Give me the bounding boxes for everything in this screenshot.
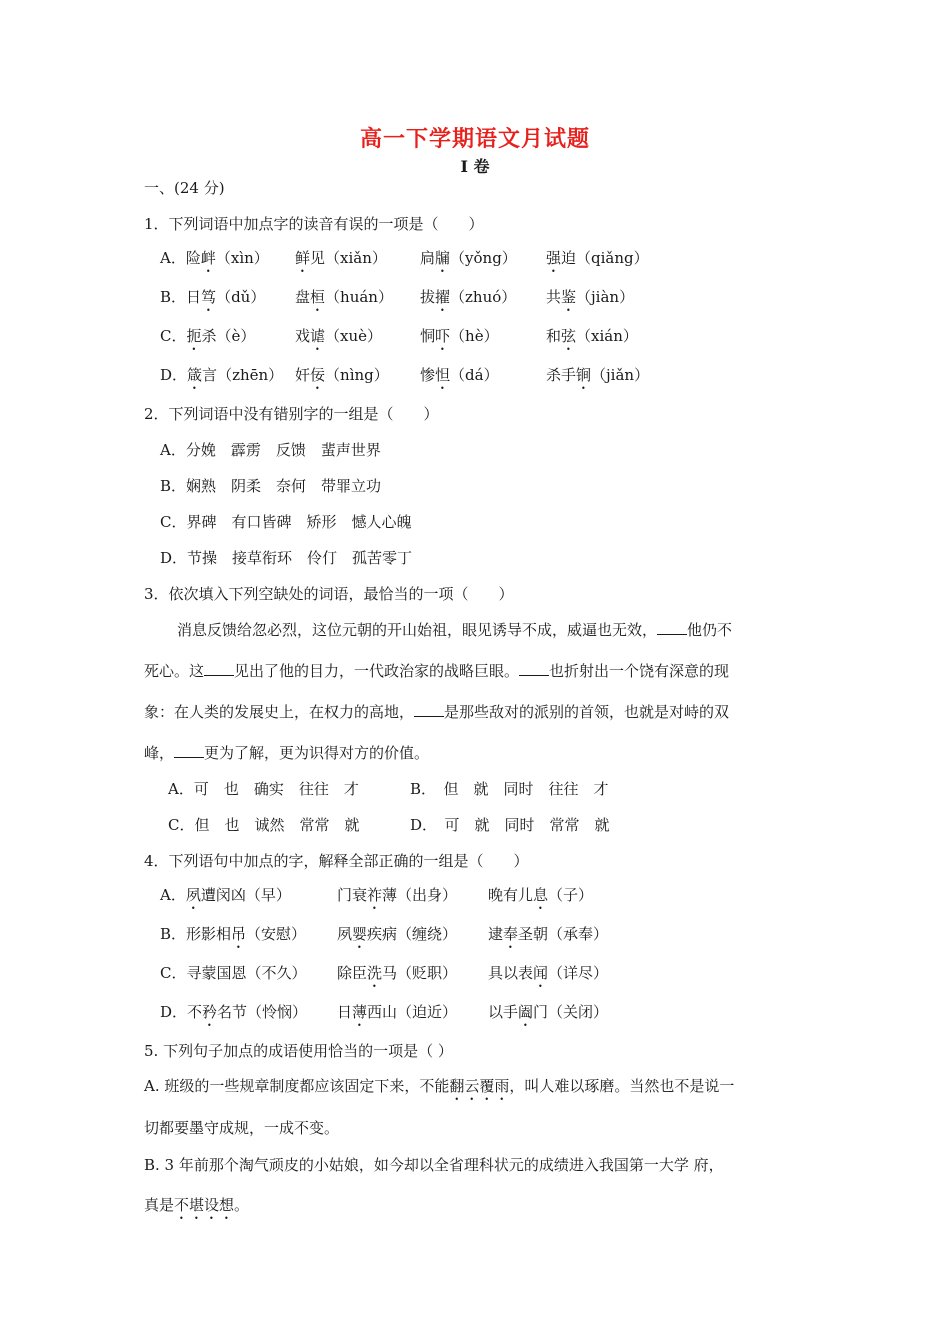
q5-option-b-line-2: 真是不堪设想。 bbox=[144, 1196, 250, 1214]
q3-option-c: C．但 也 诚然 常常 就 bbox=[168, 816, 360, 834]
q3-passage-line-4: 峰， 更为了解，更为识得对方的价值。 bbox=[144, 744, 430, 762]
q5-option-a-line-1: A. 班级的一些规章制度都应该固定下来，不能翻云覆雨，叫人难以琢磨。当然也不是说一 bbox=[144, 1077, 735, 1095]
q2-option-c: C．界碑 有口皆碑 矫形 憾人心魄 bbox=[160, 513, 412, 531]
q3-option-a: A．可 也 确实 往往 才 bbox=[168, 780, 359, 798]
fill-blank bbox=[657, 620, 687, 635]
q5-option-a-line-2: 切都要墨守成规，一成不变。 bbox=[144, 1119, 340, 1137]
q3-passage-line-2: 死心。这 见出了他的目力，一代政治家的战略巨眼。 也折射出一个饶有深意的现 bbox=[144, 662, 730, 680]
q4-stem: 4．下列语句中加点的字，解释全部正确的一组是（ ） bbox=[144, 852, 529, 870]
q5-option-b-line-1: B. 3 年前那个淘气顽皮的小姑娘，如今却以全省理科状元的成绩进入我国第一大学 府， bbox=[144, 1156, 724, 1174]
fill-blank bbox=[174, 743, 204, 758]
fill-blank bbox=[519, 661, 549, 676]
q3-option-d: D． 可 就 同时 常常 就 bbox=[410, 816, 610, 834]
q3-option-b: B． 但 就 同时 往往 才 bbox=[410, 780, 609, 798]
fill-blank bbox=[414, 702, 444, 717]
q3-stem: 3．依次填入下列空缺处的词语，最恰当的一项（ ） bbox=[144, 585, 514, 603]
page-title: 高一下学期语文月试题 bbox=[359, 126, 590, 152]
q2-option-b: B．娴熟 阴柔 奈何 带罪立功 bbox=[160, 477, 382, 495]
q1-stem: 1．下列词语中加点字的读音有误的一项是（ ） bbox=[144, 215, 484, 233]
volume-label: I 卷 bbox=[460, 157, 490, 176]
q2-option-a: A．分娩 霹雳 反馈 蜚声世界 bbox=[160, 441, 381, 459]
section-heading: 一、(24 分) bbox=[144, 179, 225, 197]
q3-passage-line-3: 象：在人类的发展史上，在权力的高地， 是那些敌对的派别的首领，也就是对峙的双 bbox=[144, 703, 730, 721]
q5-stem: 5. 下列句子加点的成语使用恰当的一项是（ ） bbox=[144, 1042, 453, 1060]
fill-blank bbox=[204, 661, 234, 676]
q2-option-d: D．节操 接草衔环 伶仃 孤苦零丁 bbox=[160, 549, 413, 567]
q2-stem: 2．下列词语中没有错别字的一组是（ ） bbox=[144, 405, 439, 423]
q3-passage-line-1: 消息反馈给忽必烈，这位元朝的开山始祖，眼见诱导不成，威逼也无效， 他仍不 bbox=[177, 621, 733, 639]
